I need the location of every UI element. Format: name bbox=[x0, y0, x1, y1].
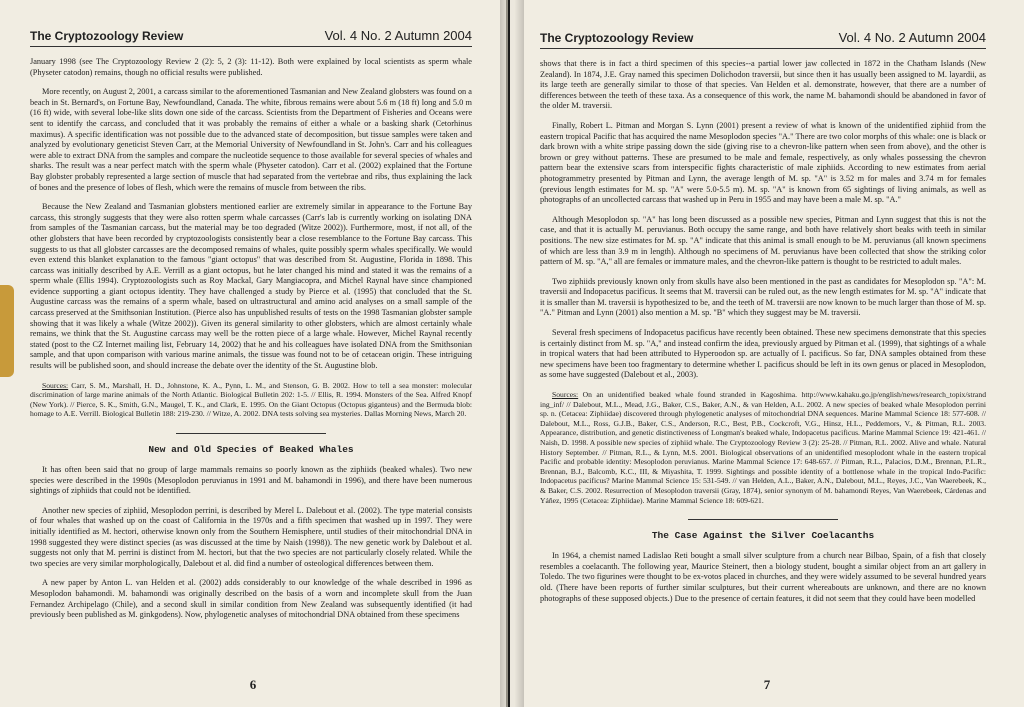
journal-title: The Cryptozoology Review bbox=[540, 31, 694, 45]
section-title: New and Old Species of Beaked Whales bbox=[148, 444, 354, 455]
header-rule bbox=[30, 46, 472, 47]
sources-text: Carr, S. M., Marshall, H. D., Johnstone, K. A., Pynn, L. M., and Stenson, G. B. 2002. How to tell a sea monster: molecular discrimination of large marine animals of the North Atlantic. Biological Bulletin 202: 1-5. // Ellis, R. 1994. Monsters of the Sea. Alfred Knopf (New York). // Pierce, S. K., Smith, G.N., Maugel, T. K., and Clark, E. 1995. On the Giant Octopus (Octopus giganteus) and the Bermuda blob: homage to A.E. Verrill. Biological Bulletin 188: 219-230. // Witze, A. 2002. DNA tests solving sea mysteries. Dallas Morning News, March 20. bbox=[30, 380, 473, 419]
sources-text: On an unidentified beaked whale found stranded in Kagoshima. http://www.kahaku.go.jp/english/news/research_topix/strand ing_inf/ // Dalebout, M.L., Mead, J.G., Baker, C.S., Baker, A.N., & van Helden, A.L. 2002. A new species of beaked whale Mesoplodon perrini sp. n. (Cetacea: Ziphiidae) discovered through phylogenetic analyses of mitochondrial DNA sequences. Marine Mammal Science 18: 577-608. // Dalebout, M.L., Ross, G.J.B., Baker, C.S., Anderson, R.C., Best, P.B., Cockcroft, V.G., Hinsz, H.L., Peddemors, V., & Pitman, R.L. 2003. Appearance, distribution, and genetic distinctiveness of Longman's beaked whale, Indopacetus pacificus. Marine Mammal Science 19: 421-461. // Naish, D. 1998. A possible new species of ziphiid whale. The Cryptozoology Review 3 (2): 25-28. // Pitman, R.L. 2002. Alive and whale. Natural History September. // Pitman, R.L., & Lynn, M.S. 2001. Biological observations of an unidentified mesoplodont whale in the eastern tropical Pacific and probable identity: Mesoplodon peruvianus. Marine Mammal Science 17: 648-657. // Pitman, R.L., Palacios, D.M., Brennan, P.L.R., Brennan, B.J., Balcomb, K.C., III, & Miyashita, T. 1999. Sightings and possible identity of a bottlenose whale in the tropical Indo-Pacific: Indopacetus pacificus? Marine Mammal Science 15: 531-549. // van Helden, A.L., Baker, A.N., Dalebout, M.L., Reyes, J.C., Van Waerebeek, K., & Baker, C.S. 2002. Resurrection of Mesoplodon traversii (Gray, 1874), senior synonym of M. bahamondi Reyes, Van Waerebeek, Cárdenas and Yáñez, 1995 (Cetacea: Ziphiidae). Marine Mammal Science 18: 609-621. bbox=[540, 390, 986, 505]
paragraph: Two ziphiids previously known only from skulls have also been mentioned in the past as candidates for Mesoplodon sp. "A": M. traversii and Indopacetus pacificus. It seems that M. traversii can be ruled out, as the new length estimates for M. sp. "A" indicate that it is smaller than M. traversii is hypothesized to be, and the teeth of M. traversii are now known to be much larger than those of M. sp. "A." Pitman and Lynn (2001) also mention a M. sp. "B" which they suggest may be M. traversii. bbox=[540, 276, 986, 318]
header-rule bbox=[540, 48, 986, 49]
paragraph: January 1998 (see The Cryptozoology Review 2 (2): 5, 2 (3): 11-12). Both were explained by local scientists as sperm whale (Physeter catodon) remains, though no official results were published. bbox=[30, 57, 472, 77]
left-header bbox=[30, 28, 472, 43]
left-page bbox=[0, 0, 508, 707]
paragraph: Several fresh specimens of Indopacetus pacificus have recently been obtained. These new specimens demonstrate that this species is certainly distinct from M. sp. "A," and instead confirm the idea, previously argued by Pitman et al. (1999), that sightings of a whale in tropical waters that had been attributed to Hyperoodon sp. are actually of I. pacificus. So far, DNA samples obtained from these new specimens have been too fragmentary to determine whether I. pacificus should be left in its own genus or placed in Mesoplodon, as some have suggested (Dalebout et al., 2003). bbox=[540, 328, 986, 380]
right-page bbox=[510, 0, 1024, 707]
journal-title: The Cryptozoology Review bbox=[30, 29, 184, 43]
volume-info: Vol. 4 No. 2 Autumn 2004 bbox=[324, 28, 472, 43]
paragraph: shows that there is in fact a third specimen of this species--a partial lower jaw collected in 1872 in the Chatham Islands (New Zealand). In 1874, J.E. Gray named this specimen Dolichodon traversii, but since then it has usually been assigned to M. layardii, as its large teeth are generally similar to those of that species. Van Helden et al. demonstrate, however, that there are a number of differences between the teeth of these taxa. As a consequence of this work, the name M. bahamondi should be abandoned in favor of the older M. traversii. bbox=[540, 59, 986, 111]
paragraph: In 1964, a chemist named Ladislao Reti bought a small silver sculpture from a church near Bilbao, Spain, of a fish that closely resembles a coelacanth. The following year, Maurice Steinert, then a biology student, bought a similar object from an art gallery in Toledo. The two figurines were thought to be ex-votos placed in churches, and they were widely assumed to be several hundred years old. (There have been reports of further similar sculptures, but their current whereabouts are unknown, and there are no known photographs of these supposed objects.) Due to the presence of certain features, it did not seem that they could have been modelled bbox=[540, 551, 986, 603]
paragraph: It has often been said that no group of large mammals remains so poorly known as the ziphiids (beaked whales). Two new species were described in the 1990s (Mesoplodon peruvianus in 1991 and M. bahamondi in 1996), and there have been numerous sightings of ziphiids that could not be identified. bbox=[30, 465, 472, 496]
page-tab bbox=[0, 285, 14, 377]
sources-label: Sources: bbox=[42, 380, 69, 390]
sources bbox=[30, 381, 472, 419]
volume-info: Vol. 4 No. 2 Autumn 2004 bbox=[838, 30, 986, 45]
paragraph: Because the New Zealand and Tasmanian globsters mentioned earlier are extremely similar in appearance to the Fortune Bay carcass, this strongly suggests that they were also rotten sperm whale carcasses (Carr's lab is currently working on isolating DNA from samples of the Tasmanian carcass, but the material may be too degraded (Witze 2002)). Furthermore, most, if not all, of the other globsters that have been recorded by cryptozoologists consistently bear a close resemblance to the Fortune Bay carcass. This suggests to us that all globster carcasses are the decomposed remains of whales, quite possibly sperm whales specifically. We would even extend this blanket explanation to the famous "giant octopus" that was described from St. Augustine, Florida in 1898. This carcass was initially described by A.E. Verrill as a giant octopus, but he later changed his mind and stated it was the remains of a sperm whale (Ellis 1994). Cryptozoologists such as Roy Mackal, Gary Mangiacopra, and Michel Raynal have since championed evidence supporting a giant octopus identity. They have challenged a study by Pierce et al. (1995) that concluded that the St. Augustine carcass was the remains of a sperm whale, based on ultrastructural and amino acid analyses on a small sample of the carcass preserved at the Smithsonian Institution. (Pierce also has unpublished results of tests on the 1998 Tasmanian globster sample showing that it was likely a whale (Witze 2002)). Given its general similarity to other globsters, which are almost certainly whale remains, we think that the St. Augustine carcass may well be the rotten piece of a large whale. However, Michel Raynal recently stated (post to the CZ Internet mailing list, February 14, 2002) that he and his colleagues have isolated DNA from the Smithsonian sample, and that upon comparison with various marine animals, the tissue was found not to be of cetacean origin. These intriguing results will be published soon, and should increase the debate over the identity of the St. Augustine blob. bbox=[30, 202, 472, 371]
section-title: The Case Against the Silver Coelacanths bbox=[651, 530, 875, 542]
paragraph: More recently, on August 2, 2001, a carcass similar to the aforementioned Tasmanian and New Zealand globsters was found on a beach in St. Bernard's, on Fortune Bay, Newfoundland, Canada. The white, fibrous remains were about 5.6 m (18 ft) long and 5.0 m (16 ft) wide, with several lobe-like slits down one side of the carcass. Scientists from the Department of Fisheries and Oceans were sent to identify the carcass, and concluded that it was probably the remains of either a whale or a basking shark (Cetorhinus maximus). A specific identification was not possible due to the advanced state of decomposition, but tissue samples were taken and analyzed by evolutionary geneticist Steven Carr, at the Memorial University of Newfoundland in St. John's. Carr and his colleagues were able to extract DNA from the samples and compare the nucleotide sequence to those available for several species of whales and sharks. The result was a near perfect match with the sperm whale (Physeter catodon). Carr et al. (2002) explained that the Fortune Bay globster probably represented a large section of muscle that had separated from the vertebrae and ribs, thus explaining the lack of bones and the presence of lobes of flesh, which were the remains of muscle from between the ribs. bbox=[30, 87, 472, 192]
paragraph: A new paper by Anton L. van Helden et al. (2002) adds considerably to our knowledge of the whale described in 1996 as Mesoplodon bahamondi. M. bahamondi was originally described on the basis of a worn and incomplete skull from the Juan Fernandez Archipelago (Chile), and a second skull in similar condition from New Zealand was subsequently identified (it had previously been published as M. ginkgodens). Now, phylogenetic analyses of mitochondrial DNA obtained from these specimens bbox=[30, 578, 472, 620]
sources bbox=[540, 390, 986, 505]
paragraph: Finally, Robert L. Pitman and Morgan S. Lynn (2001) present a review of what is known of the unidentified ziphiid from the eastern tropical Pacific that has acquired the name Mesoplodon species "A." There are two color morphs of this whale: one is black or dark brown with a white stripe passing down the side (giving rise to a chevron-like pattern when seen from above), and the other is brown or grey without patterns. These are presumed to be male and female, respectively, as only whales possessing the chevron pattern bear the extensive scars from interspecific fights characteristic of male ziphiids. According to new estimates from aerial photogrammetry presented by Pitman and Lynn, the average length of M. sp. "A" is 3.52 m for males and 3.74 m for females (previous length estimates for M. sp. "A" were 5.0-5.5 m). M. sp. "A" is known from 65 sightings of living animals, as well as photographs of an uncollected carcass that washed up in Peru in 1955 and may have been a male M. sp. "A." bbox=[540, 120, 986, 205]
sources-label: Sources: bbox=[552, 390, 579, 400]
section-divider bbox=[688, 519, 838, 520]
right-header bbox=[540, 30, 986, 45]
paragraph: Although Mesoplodon sp. "A" has long been discussed as a possible new species, Pitman and Lynn suggest that this is not the case, and that it is actually M. peruvianus. Both occupy the same range, and both have relatively short beaks with teeth in similar positions. The new size estimates for M. sp. "A" indicate that this animal is small enough to be M. peruvianus (all known specimens of which are less than 3.9 m in length). Although no specimens of M. peruvianus have been collected that show the striking color pattern of M. sp. "A," all are females or immature males, and the chevron-like pattern is thought to be restricted to adult males. bbox=[540, 214, 986, 267]
paragraph: Another new species of ziphiid, Mesoplodon perrini, is described by Merel L. Dalebout et al. (2002). The type material consists of four whales that washed up on the coast of California in the 1970s and a fifth specimen that washed up in 1997. They were initially identified as M. hectori, otherwise known only from the Southern Hemisphere, until studies of their mitochondrial DNA in 1998 suggested they were distinct species (as was discussed at the time by Naish (1998)). The new genetic work by Dalebout et al. suggests not only that M. perrini is distinct from M. hectori, but that the two species are not particularly closely related. While the two species are very similar morphologically, Dalebout et al. did find a number of osteological differences between them. bbox=[30, 505, 472, 568]
section-divider bbox=[176, 433, 326, 434]
page-number: 7 bbox=[763, 677, 771, 692]
page-number: 6 bbox=[249, 677, 257, 692]
